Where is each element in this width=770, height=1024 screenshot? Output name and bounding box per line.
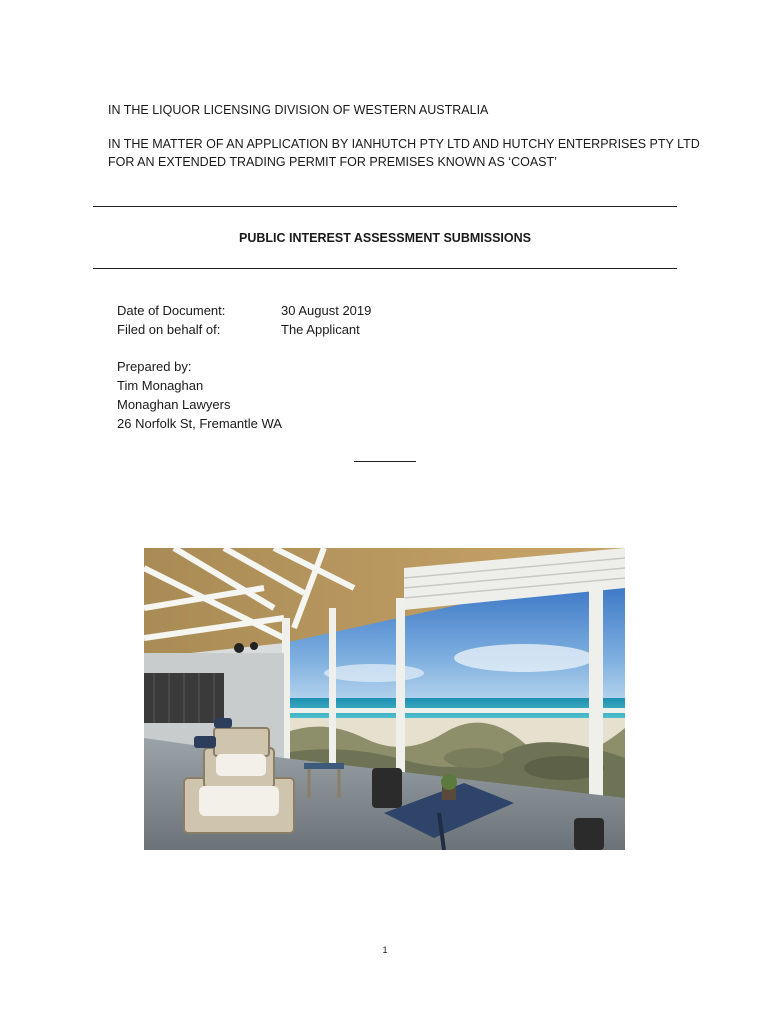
date-of-document-value: 30 August 2019 [281, 303, 372, 318]
date-of-document-label: Date of Document: [117, 303, 226, 318]
page-number: 1 [382, 945, 388, 955]
filed-on-behalf-value: The Applicant [281, 322, 360, 337]
separator-rule [354, 461, 416, 462]
matter-heading-line-2: FOR AN EXTENDED TRADING PERMIT FOR PREMISES KNOWN AS ‘COAST’ [108, 155, 557, 169]
preparer-address: 26 Norfolk St, Fremantle WA [117, 416, 282, 431]
court-division-heading: IN THE LIQUOR LICENSING DIVISION OF WESTERN AUSTRALIA [108, 103, 489, 117]
prepared-by-label: Prepared by: [117, 359, 192, 374]
beach-restaurant-photo [144, 548, 625, 850]
filed-on-behalf-label: Filed on behalf of: [117, 322, 221, 337]
title-rule-top [93, 206, 677, 207]
matter-heading-line-1: IN THE MATTER OF AN APPLICATION BY IANHUTCH PTY LTD AND HUTCHY ENTERPRISES PTY LTD [108, 137, 700, 151]
preparer-firm: Monaghan Lawyers [117, 397, 231, 412]
title-rule-bottom [93, 268, 677, 269]
preparer-name: Tim Monaghan [117, 378, 204, 393]
document-title: PUBLIC INTEREST ASSESSMENT SUBMISSIONS [239, 231, 531, 245]
